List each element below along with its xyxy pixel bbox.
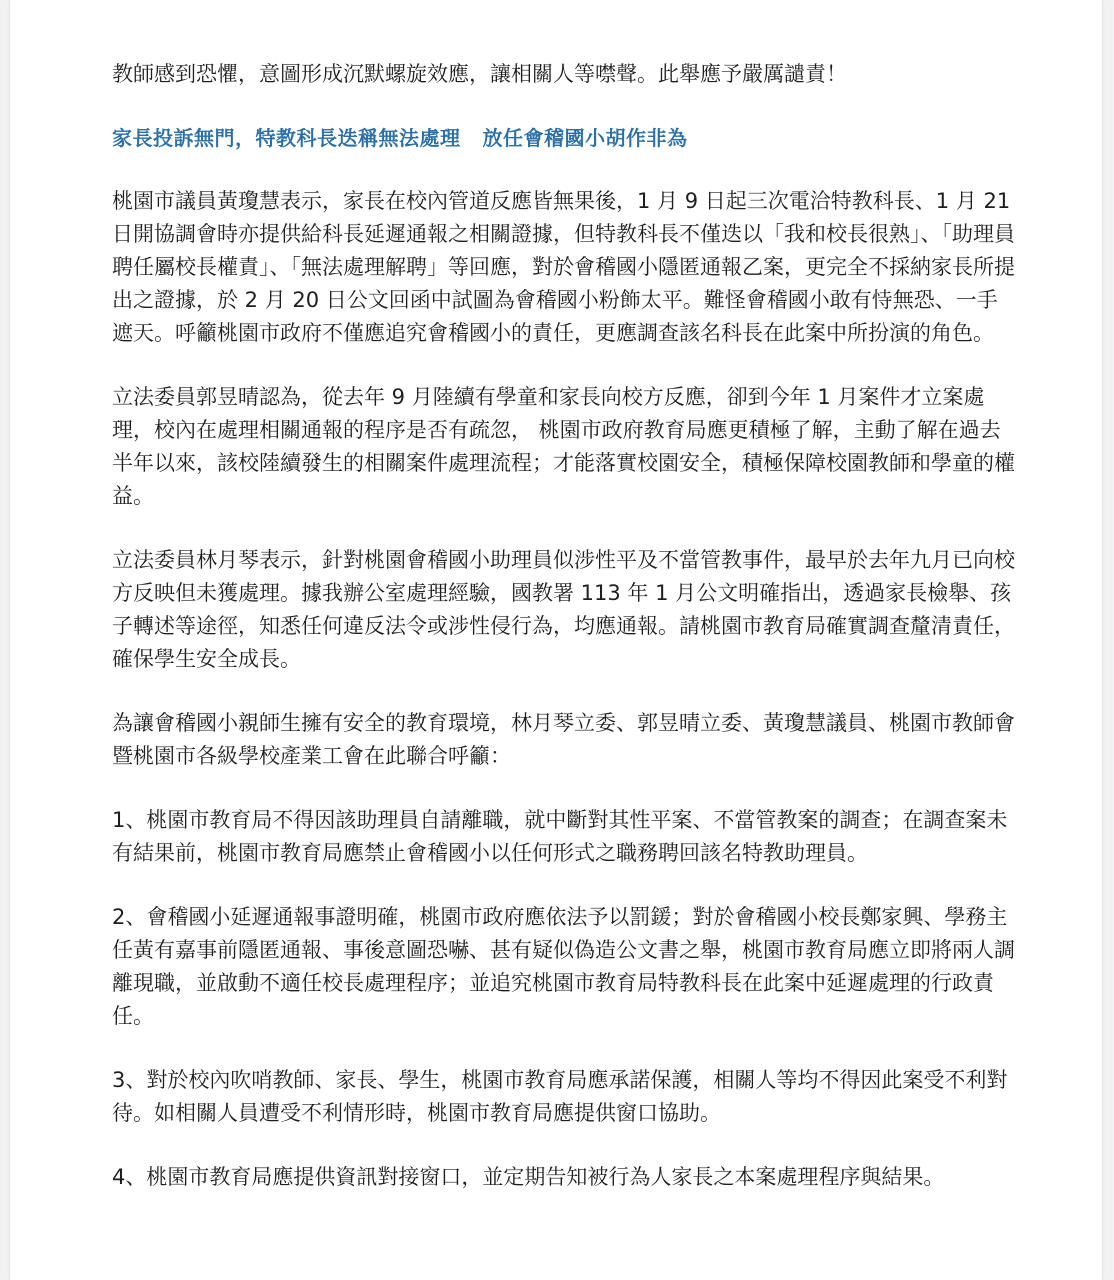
section-heading bbox=[112, 122, 1017, 155]
appeal-item-4: 4、桃園市教育局應提供資訊對接窗口，並定期告知被行為人家長之本案處理程序與結果。 bbox=[112, 1165, 945, 1189]
paragraph-councilor-statement: 桃園市議員黃瓊慧表示，家長在校內管道反應皆無果後，1 月 9 日起三次電洽特教科長、1 月 21 日開協調會時亦提供給科長延遲通報之相關證據，但特教科長不僅迭以「我和校長很熟」、「助理員聘任屬校長權責」、「無法處理解聘」等回應，對於會稽國小隱匿通報乙案，更完全不採納家長所提出之證據，於 2 月 20 日公文回函中試圖為會稽國小粉飾太平。難怪會稽國小敢有恃無恐、一手遮天。呼籲桃園市政府不僅應追究會稽國小的責任，更應調查該名科長在此案中所扮演的角色。 bbox=[112, 189, 1015, 345]
heading-part-2: 放任會稽國小胡作非為 bbox=[482, 126, 688, 150]
appeal-item-3: 3、對於校內吹哨教師、家長、學生，桃園市教育局應承諾保護，相關人等均不得因此案受不利對待。如相關人員遭受不利情形時，桃園市教育局應提供窗口協助。 bbox=[112, 1068, 1008, 1125]
appeal-item-2: 2、會稽國小延遲通報事證明確，桃園市政府應依法予以罰鍰；對於會稽國小校長鄭家興、學務主任黃有嘉事前隱匿通報、事後意圖恐嚇、甚有疑似偽造公文書之舉，桃園市教育局應立即將兩人調離現職，並啟動不適任校長處理程序；並追究桃園市教育局特教科長在此案中延遲處理的行政責任。 bbox=[112, 905, 1015, 1028]
document-page bbox=[10, 0, 1102, 1280]
document-body bbox=[112, 58, 1017, 1225]
appeal-item-1: 1、桃園市教育局不得因該助理員自請離職，就中斷對其性平案、不當管教案的調查；在調查案未有結果前，桃園市教育局應禁止會稽國小以任何形式之職務聘回該名特教助理員。 bbox=[112, 808, 1008, 865]
intro-line: 教師感到恐懼，意圖形成沉默螺旋效應，讓相關人等噤聲。此舉應予嚴厲譴責！ bbox=[112, 62, 847, 86]
heading-part-1: 家長投訴無門，特教科長迭稱無法處理 bbox=[112, 126, 461, 150]
paragraph-legislator-lin: 立法委員林月琴表示，針對桃園會稽國小助理員似涉性平及不當管教事件，最早於去年九月已向校方反映但未獲處理。據我辦公室處理經驗，國教署 113 年 1 月公文明確指出，透過家長檢舉、孩子轉述等途徑，知悉任何違反法令或涉性侵行為，均應通報。請桃園市教育局確實調查釐清責任，確保學生安全成長。 bbox=[112, 548, 1015, 671]
paragraph-legislator-kuo: 立法委員郭昱晴認為，從去年 9 月陸續有學童和家長向校方反應，卻到今年 1 月案件才立案處理，校內在處理相關通報的程序是否有疏忽， 桃園市政府教育局應更積極了解，主動了解在過去半年以來，該校陸續發生的相關案件處理流程；才能落實校園安全，積極保障校園教師和學童的權益。 bbox=[112, 385, 1015, 508]
paragraph-joint-appeal: 為讓會稽國小親師生擁有安全的教育環境，林月琴立委、郭昱晴立委、黃瓊慧議員、桃園市教師會暨桃園市各級學校產業工會在此聯合呼籲： bbox=[112, 711, 1015, 768]
